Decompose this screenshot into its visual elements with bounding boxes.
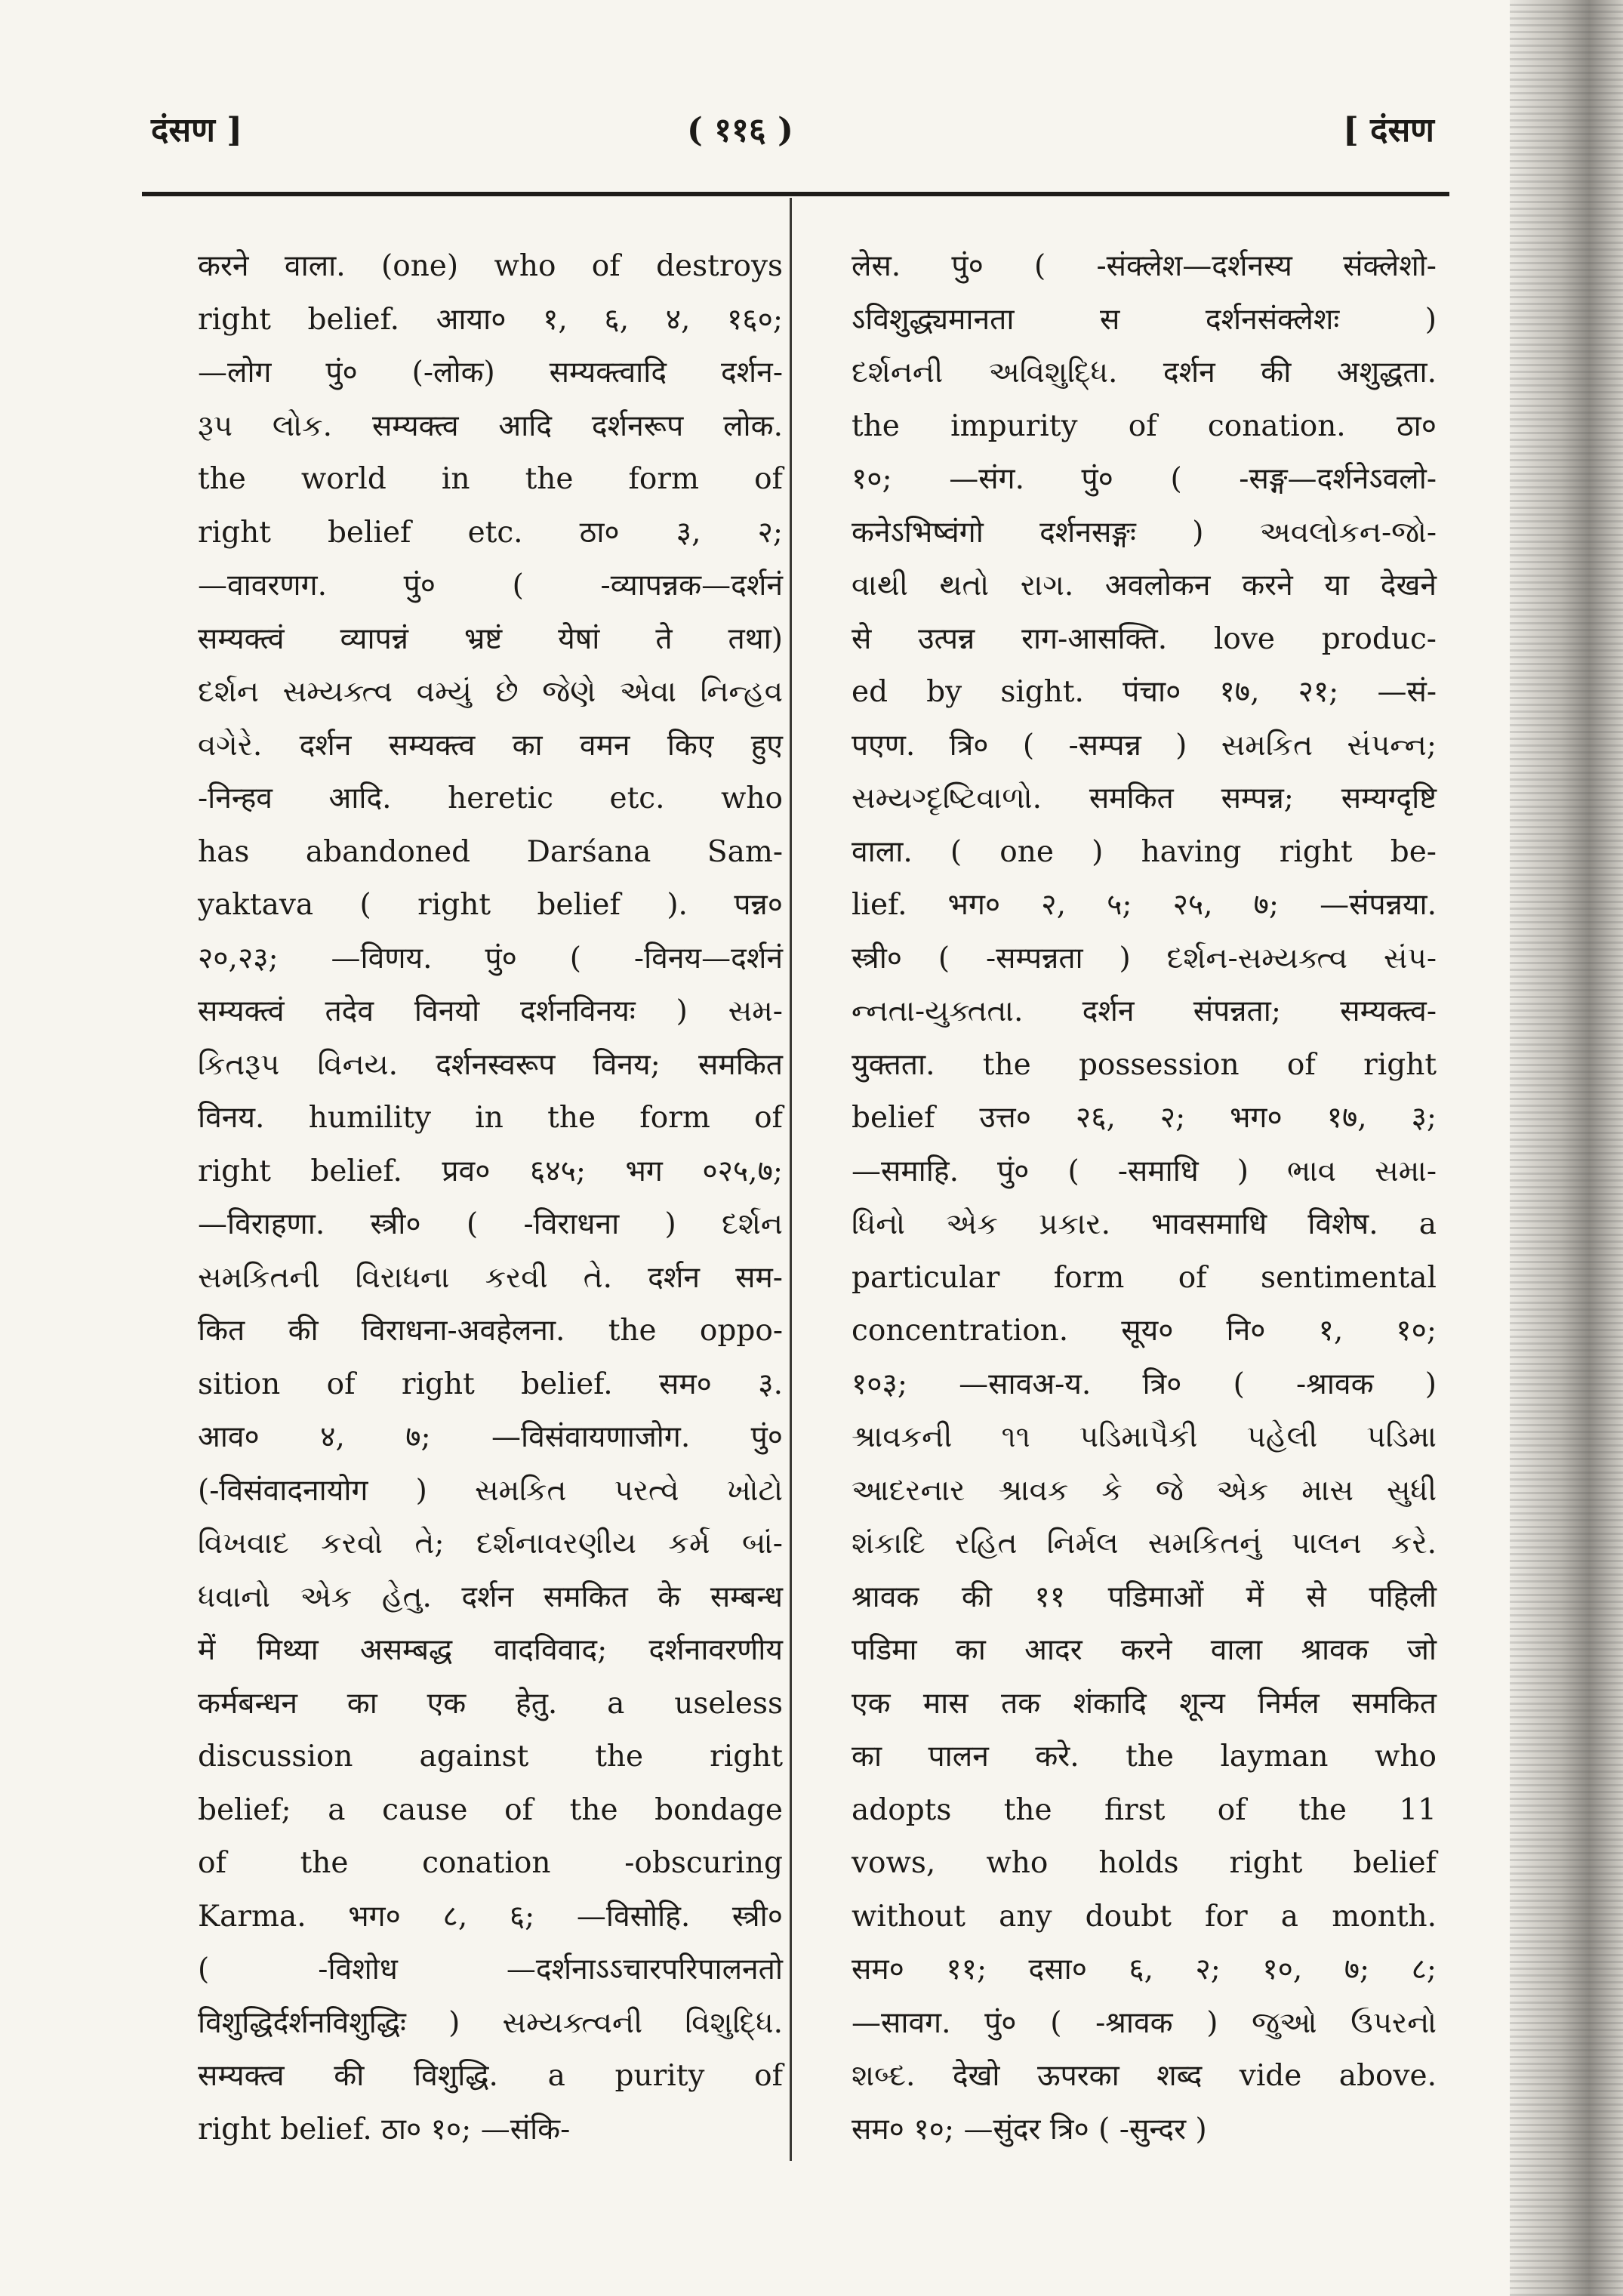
text-line: ધવાનો એક હેતુ. दर्शन समकित के सम्बन्ध [198, 1579, 783, 1614]
text-line: has abandoned Darśana Sam- [198, 834, 783, 869]
text-line: सम० ११; दसा० ६, २; १०, ७; ८; [852, 1952, 1437, 1986]
text-line: युक्तता. the possession of right [852, 1047, 1437, 1082]
text-line: सम० १०; —सुंदर त्रि० ( -सुन्दर ) [852, 2112, 1207, 2147]
text-line: કિતરૂપ વિનય. दर्शनस्वरूप विनय; समकित [198, 1047, 783, 1082]
text-line: सम्यक्त्वं तदेव विनयो दर्शनविनयः ) સમ- [198, 994, 783, 1028]
text-line: સમ્યગ્દૃષ્ટિવાળો. समकित सम्पन्न; सम्यग्दृष्टि [852, 781, 1437, 815]
text-line: से उत्पन्न राग-आसक्ति. love produc- [852, 621, 1437, 656]
text-line: દર્શનની અવિશુદ્ધિ. दर्शन की अशुद्धता. [852, 356, 1437, 390]
text-line: particular form of sentimental [852, 1260, 1437, 1295]
text-line: में मिथ्या असम्बद्ध वादविवाद; दर्शनावरणीय [198, 1633, 783, 1667]
text-line: adopts the first of the 11 [852, 1792, 1437, 1827]
text-line: (-विसंवादनायोग ) સમકિત પરત્વે ખોટો [198, 1473, 783, 1508]
text-line: लेस. पुं० ( -संक्लेश—दर्शनस्य संक्लेशो- [852, 249, 1437, 283]
text-line: —विराहणा. स्त्री० ( -विराधना ) દર્શન [198, 1207, 783, 1241]
text-line: आव० ४, ७; —विसंवायणाजोग. पुं० [198, 1420, 783, 1454]
text-line: શ્રાવકની ૧૧ પડિમાપૈકી પહેલી પડિમા [852, 1420, 1437, 1454]
text-line: belief उत्त० २६, २; भग० १७, ३; [852, 1101, 1437, 1135]
text-line: कनेऽभिष्वंगो दर्शनसङ्गः ) અવલોકન-જો- [852, 515, 1437, 550]
text-line: right belief. ठा० १०; —संकि- [198, 2112, 571, 2147]
text-line: २०,२३; —विणय. पुं० ( -विनय—दर्शनं [198, 941, 783, 975]
text-line: Karma. भग० ८, ६; —विसोहि. स्त्री० [198, 1899, 783, 1934]
text-line: ऽविशुद्ध्यमानता स दर्शनसंक्लेशः ) [852, 302, 1437, 337]
left-column [198, 240, 783, 2156]
text-line: રૂપ લોક. सम्यक्त्व आदि दर्शनरूप लोक. [198, 408, 783, 443]
text-line: ન્નતા-યુક્તતા. दर्शन संपन्नता; सम्यक्त्व- [852, 994, 1437, 1028]
text-line: yaktava ( right belief ). पन्न० [198, 888, 783, 922]
text-line: concentration. सूय० नि० १, १०; [852, 1314, 1437, 1348]
text-line: right belief etc. ठा० ३, २; [198, 515, 783, 550]
text-line: —समाहि. पुं० ( -समाधि ) ભાવ સમા- [852, 1154, 1437, 1188]
text-line: the world in the form of [198, 462, 783, 496]
column-divider [790, 198, 792, 2161]
text-line: १०; —संग. पुं० ( -सङ्ग—दर्शनेऽवलो- [852, 462, 1437, 496]
text-line: lief. भग० २, ५; २५, ७; —संपन्नया. [852, 888, 1437, 922]
running-header [0, 106, 1502, 166]
text-line: ed by sight. पंचा० १७, २१; —सं- [852, 675, 1437, 709]
header-rule [142, 192, 1449, 196]
text-line: right belief. प्रव० ६४५; भग ०२५,७; [198, 1154, 783, 1188]
text-line: —लोग पुं० (-लोक) सम्यक्त्वादि दर्शन- [198, 356, 783, 390]
text-line: સમકિતની વિરાધના કરવી તે. दर्शन सम- [198, 1260, 783, 1295]
text-line: विशुद्धिर्दर्शनविशुद्धिः ) સમ્યક્ત્વની વિશુદ્ધિ. [198, 2005, 783, 2040]
right-running-headword: [ दंसण [1342, 111, 1434, 149]
text-line: discussion against the right [198, 1740, 783, 1774]
text-line: श्रावक की ११ पडिमाओं में से पहिली [852, 1579, 1437, 1614]
text-line: —सावग. पुं० ( -श्रावक ) જુઓ ઉપરનો [852, 2005, 1437, 2040]
text-line: सम्यक्त्वं व्यापन्नं भ्रष्टं येषां ते तथा) [198, 621, 783, 656]
text-line: sition of right belief. सम० ३. [198, 1367, 783, 1401]
text-line: का पालन करे. the layman who [852, 1740, 1437, 1774]
scanned-page-edge [1510, 0, 1623, 2296]
text-line: कित की विराधना-अवहेलना. the oppo- [198, 1314, 783, 1348]
text-line: एक मास तक शंकादि शून्य निर्मल समकित [852, 1686, 1437, 1721]
text-line: -निन्हव आदि. heretic etc. who [198, 781, 783, 815]
text-line: वाला. ( one ) having right be- [852, 834, 1437, 869]
text-line: ધિનો એક પ્રકાર. भावसमाधि विशेष. a [852, 1207, 1437, 1241]
text-line: कर्मबन्धन का एक हेतु. a useless [198, 1686, 783, 1721]
text-line: without any doubt for a month. [852, 1899, 1437, 1934]
text-line: पडिमा का आदर करने वाला श्रावक जो [852, 1633, 1437, 1667]
text-line: આદરનાર શ્રાવક કે જે એક માસ સુધી [852, 1473, 1437, 1508]
text-line: vows, who holds right belief [852, 1846, 1437, 1880]
text-line: belief; a cause of the bondage [198, 1792, 783, 1827]
text-line: right belief. आया० १, ६, ४, १६०; [198, 302, 783, 337]
text-line: શબ્દ. देखो ऊपरका शब्द vide above. [852, 2059, 1437, 2093]
text-line: of the conation -obscuring [198, 1846, 783, 1880]
text-line: દર્શન સમ્યક્ત્વ વમ્યું છે જેણે એવા નિન્હવ [198, 675, 783, 709]
text-line: करने वाला. (one) who of destroys [198, 249, 783, 283]
text-line: पएण. त्रि० ( -सम्पन्न ) સમકિત સંપન્ન; [852, 728, 1437, 763]
left-running-headword: दंसण ] [151, 111, 243, 149]
text-line: विनय. humility in the form of [198, 1101, 783, 1135]
text-line: વાથી થતો રાગ. अवलोकन करने या देखने [852, 569, 1437, 603]
text-line: १०३; —सावअ-य. त्रि० ( -श्रावक ) [852, 1367, 1437, 1401]
text-line: વિખવાદ કરવો તે; દર્શનાવરણીય કર્મ બાં- [198, 1527, 783, 1561]
page-number: ( ११६ ) [687, 111, 793, 149]
text-line: सम्यक्त्व की विशुद्धि. a purity of [198, 2059, 783, 2093]
text-line: the impurity of conation. ठा० [852, 408, 1437, 443]
text-line: ( -विशोध —दर्शनाऽऽचारपरिपालनतो [198, 1952, 783, 1986]
text-line: વગેરે. दर्शन सम्यक्त्व का वमन किए हुए [198, 728, 783, 763]
text-line: स्त्री० ( -सम्पन्नता ) દર્શન-સમ્યક્ત્વ સંપ- [852, 941, 1437, 975]
text-line: —वावरणग. पुं० ( -व्यापन्नक—दर्शनं [198, 569, 783, 603]
text-line: શંકાદિ રહિત નિર્મલ સમકિતનું પાલન કરે. [852, 1527, 1437, 1561]
right-column [852, 240, 1437, 2156]
